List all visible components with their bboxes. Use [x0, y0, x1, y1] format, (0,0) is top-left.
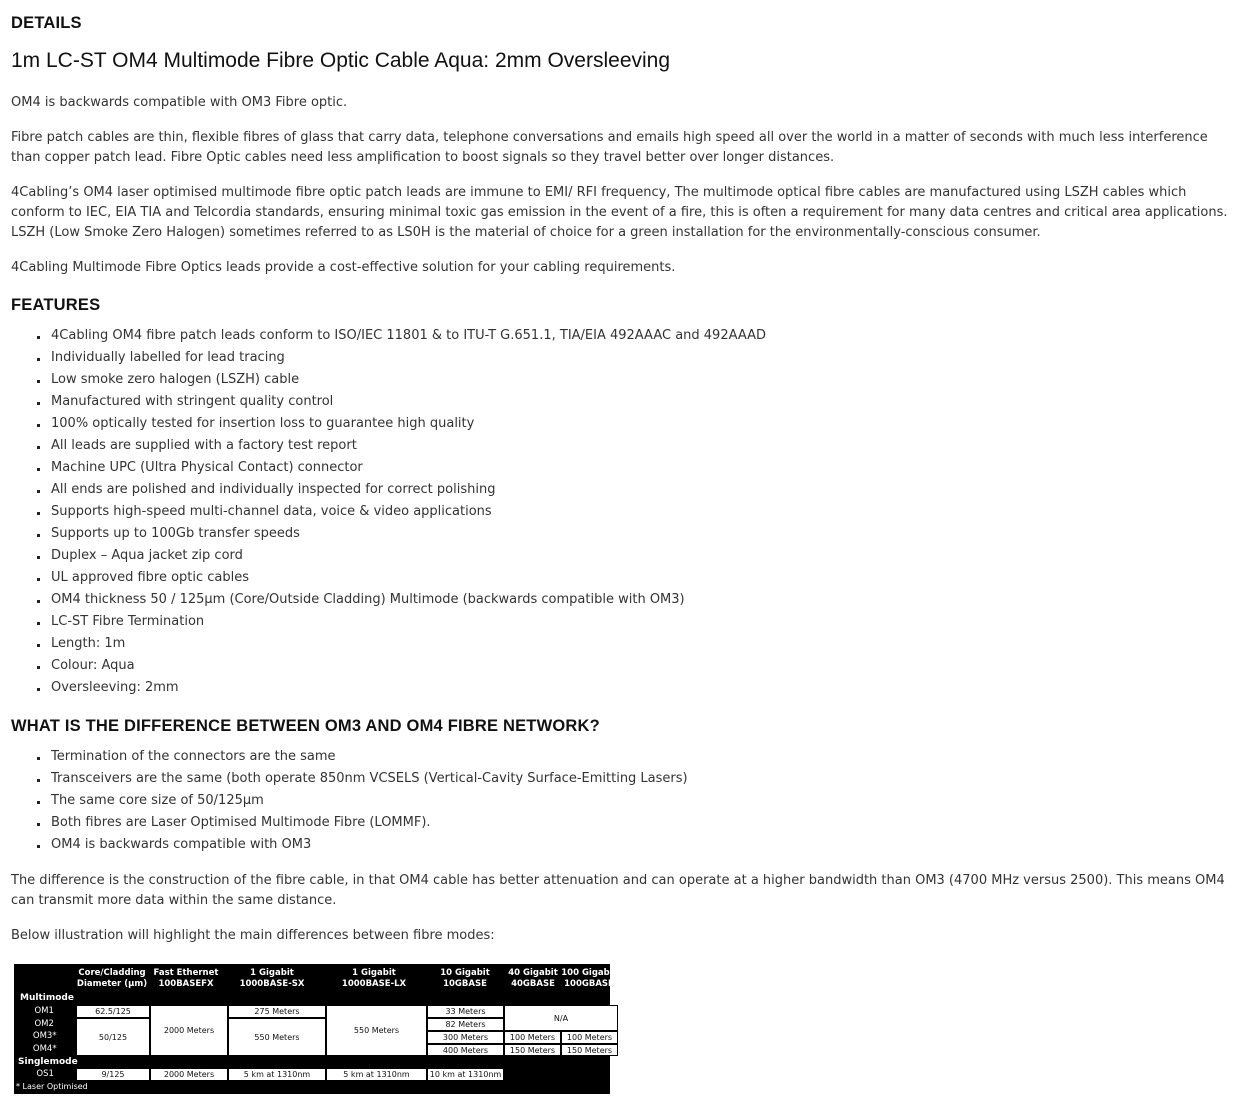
header-10g-line2: 10GBASE — [443, 979, 487, 989]
header-40g — [504, 968, 562, 990]
list-item: Oversleeving: 2mm — [35, 677, 766, 699]
header-sx-line2: 1000BASE-SX — [239, 979, 305, 989]
cell-os1-lx: 5 km at 1310nm — [326, 1068, 427, 1081]
cell-os1-10g: 10 km at 1310nm — [427, 1068, 504, 1081]
header-sx-line1: 1 Gigabit — [250, 968, 294, 978]
cell-om1-10g: 33 Meters — [427, 1005, 504, 1018]
cell-om2-10g: 82 Meters — [427, 1018, 504, 1031]
list-item: UL approved fibre optic cables — [35, 567, 766, 589]
cell-om12-na: N/A — [504, 1005, 618, 1031]
cell-om234-diameter: 50/125 — [76, 1018, 150, 1056]
header-100g-line1: 100 Gigabit — [561, 968, 617, 978]
list-item: Supports up to 100Gb transfer speeds — [35, 523, 766, 545]
cell-os1-fast: 2000 Meters — [150, 1068, 228, 1081]
row-label-om4 — [14, 1044, 62, 1054]
row-os1-text: OS1 — [36, 1069, 54, 1079]
row-label-om3 — [14, 1031, 62, 1041]
list-item: 100% optically tested for insertion loss to guarantee high quality — [35, 413, 766, 435]
features-heading: FEATURES — [11, 296, 101, 314]
row-om2-text: OM2 — [34, 1019, 54, 1029]
list-item: The same core size of 50/125µm — [35, 790, 688, 812]
header-1g-lx — [327, 968, 421, 990]
list-item: Low smoke zero halogen (LSZH) cable — [35, 369, 766, 391]
list-item: Both fibres are Laser Optimised Multimode Fibre (LOMMF). — [35, 812, 688, 834]
list-item: Length: 1m — [35, 633, 766, 655]
list-item: Machine UPC (Ultra Physical Contact) connector — [35, 457, 766, 479]
header-40g-line2: 40GBASE — [511, 979, 555, 989]
cost-paragraph: 4Cabling Multimode Fibre Optics leads provide a cost-effective solution for your cabling requirements. — [11, 260, 676, 275]
list-item: All ends are polished and individually inspected for correct polishing — [35, 479, 766, 501]
list-item: OM4 thickness 50 / 125µm (Core/Outside Cladding) Multimode (backwards compatible with OM3) — [35, 589, 766, 611]
header-diameter-line1: Core/Cladding — [78, 968, 146, 978]
compat-paragraph: OM4 is backwards compatible with OM3 Fibre optic. — [11, 95, 348, 110]
cell-om4-10g: 400 Meters — [427, 1044, 504, 1056]
list-item: Transceivers are the same (both operate 850nm VCSELS (Vertical-Cavity Surface-Emitting Lasers) — [35, 768, 688, 790]
row-om4-text: OM4* — [32, 1044, 57, 1054]
header-lx-line1: 1 Gigabit — [352, 968, 396, 978]
header-fast-ethernet — [151, 968, 221, 990]
difference-heading: WHAT IS THE DIFFERENCE BETWEEN OM3 AND OM4 FIBRE NETWORK? — [11, 717, 600, 735]
header-100g — [560, 968, 618, 990]
cell-os1-diameter: 9/125 — [76, 1068, 150, 1081]
table-footnote: * Laser Optimised — [16, 1082, 88, 1091]
row-label-os1 — [14, 1069, 62, 1079]
header-1g-sx — [232, 968, 312, 990]
header-fast-line1: Fast Ethernet — [153, 968, 219, 978]
cell-om3-10g: 300 Meters — [427, 1031, 504, 1044]
row-om1-text: OM1 — [34, 1006, 54, 1016]
intro-paragraph: Fibre patch cables are thin, flexible fibres of glass that carry data, telephone conversations and emails high speed all over the world in a matter of seconds with much less interference than copper patch lead. Fibre Optic cables need less amplification to boost signals so they travel better over longer distances. — [11, 130, 1208, 165]
header-40g-line1: 40 Gigabit — [508, 968, 558, 978]
list-item: 4Cabling OM4 fibre patch leads conform to ISO/IEC 11801 & to ITU-T G.651.1, TIA/EIA 492AAAC and 492AAAD — [35, 325, 766, 347]
list-item: Supports high-speed multi-channel data, voice & video applications — [35, 501, 766, 523]
cell-om3-40g: 100 Meters — [504, 1031, 561, 1044]
list-item: LC-ST Fibre Termination — [35, 611, 766, 633]
product-title: 1m LC-ST OM4 Multimode Fibre Optic Cable Aqua: 2mm Oversleeving — [11, 49, 671, 72]
difference-paragraph: The difference is the construction of the fibre cable, in that OM4 cable has better attenuation and can operate at a higher bandwidth than OM3 (4700 MHz versus 2500). This means OM4 can transmit more data within the same distance. — [11, 873, 1225, 908]
row-label-om1 — [14, 1006, 62, 1016]
group-multimode: Multimode — [20, 993, 74, 1003]
cell-om1-diameter: 62.5/125 — [76, 1005, 150, 1018]
fibre-comparison-table — [14, 964, 617, 1094]
list-item: Manufactured with stringent quality control — [35, 391, 766, 413]
features-list — [11, 325, 766, 699]
cell-om4-40g: 150 Meters — [504, 1044, 561, 1056]
cell-os1-sx: 5 km at 1310nm — [228, 1068, 326, 1081]
cell-mm-fast: 2000 Meters — [150, 1005, 228, 1056]
list-item: OM4 is backwards compatible with OM3 — [35, 834, 688, 856]
row-label-om2 — [14, 1019, 62, 1029]
cell-om234-sx: 550 Meters — [228, 1018, 326, 1056]
header-diameter — [76, 968, 148, 990]
header-10g — [428, 968, 502, 990]
header-fast-line2: 100BASEFX — [158, 979, 214, 989]
row-om3-text: OM3* — [32, 1031, 57, 1041]
list-item: Colour: Aqua — [35, 655, 766, 677]
cell-om3-100g: 100 Meters — [561, 1031, 618, 1044]
illustration-intro: Below illustration will highlight the main differences between fibre modes: — [11, 928, 495, 943]
list-item: All leads are supplied with a factory test report — [35, 435, 766, 457]
list-item: Duplex – Aqua jacket zip cord — [35, 545, 766, 567]
header-10g-line1: 10 Gigabit — [440, 968, 490, 978]
cell-om4-100g: 150 Meters — [561, 1044, 618, 1056]
lszh-paragraph: 4Cabling’s OM4 laser optimised multimode fibre optic patch leads are immune to EMI/ RFI frequency, The multimode optical fibre cables are manufactured using LSZH cables which conform to IEC, EIA TIA and Telcordia standards, ensuring minimal toxic gas emission in the event of a fire, this is often a requirement for many data centres and critical area applications. LSZH (Low Smoke Zero Halogen) sometimes referred to as LS0H is the material of choice for a green installation for the environmentally-conscious consumer. — [11, 185, 1228, 240]
header-diameter-line2: Diameter (µm) — [76, 979, 148, 989]
header-lx-line2: 1000BASE-LX — [341, 979, 407, 989]
details-heading: DETAILS — [11, 14, 82, 32]
list-item: Individually labelled for lead tracing — [35, 347, 766, 369]
cell-om1-sx: 275 Meters — [228, 1005, 326, 1018]
cell-mm-lx: 550 Meters — [326, 1005, 427, 1056]
group-singlemode: Singlemode — [18, 1057, 78, 1067]
list-item: Termination of the connectors are the same — [35, 746, 688, 768]
header-100g-line2: 100GBASE — [564, 979, 614, 989]
difference-list — [11, 746, 688, 856]
